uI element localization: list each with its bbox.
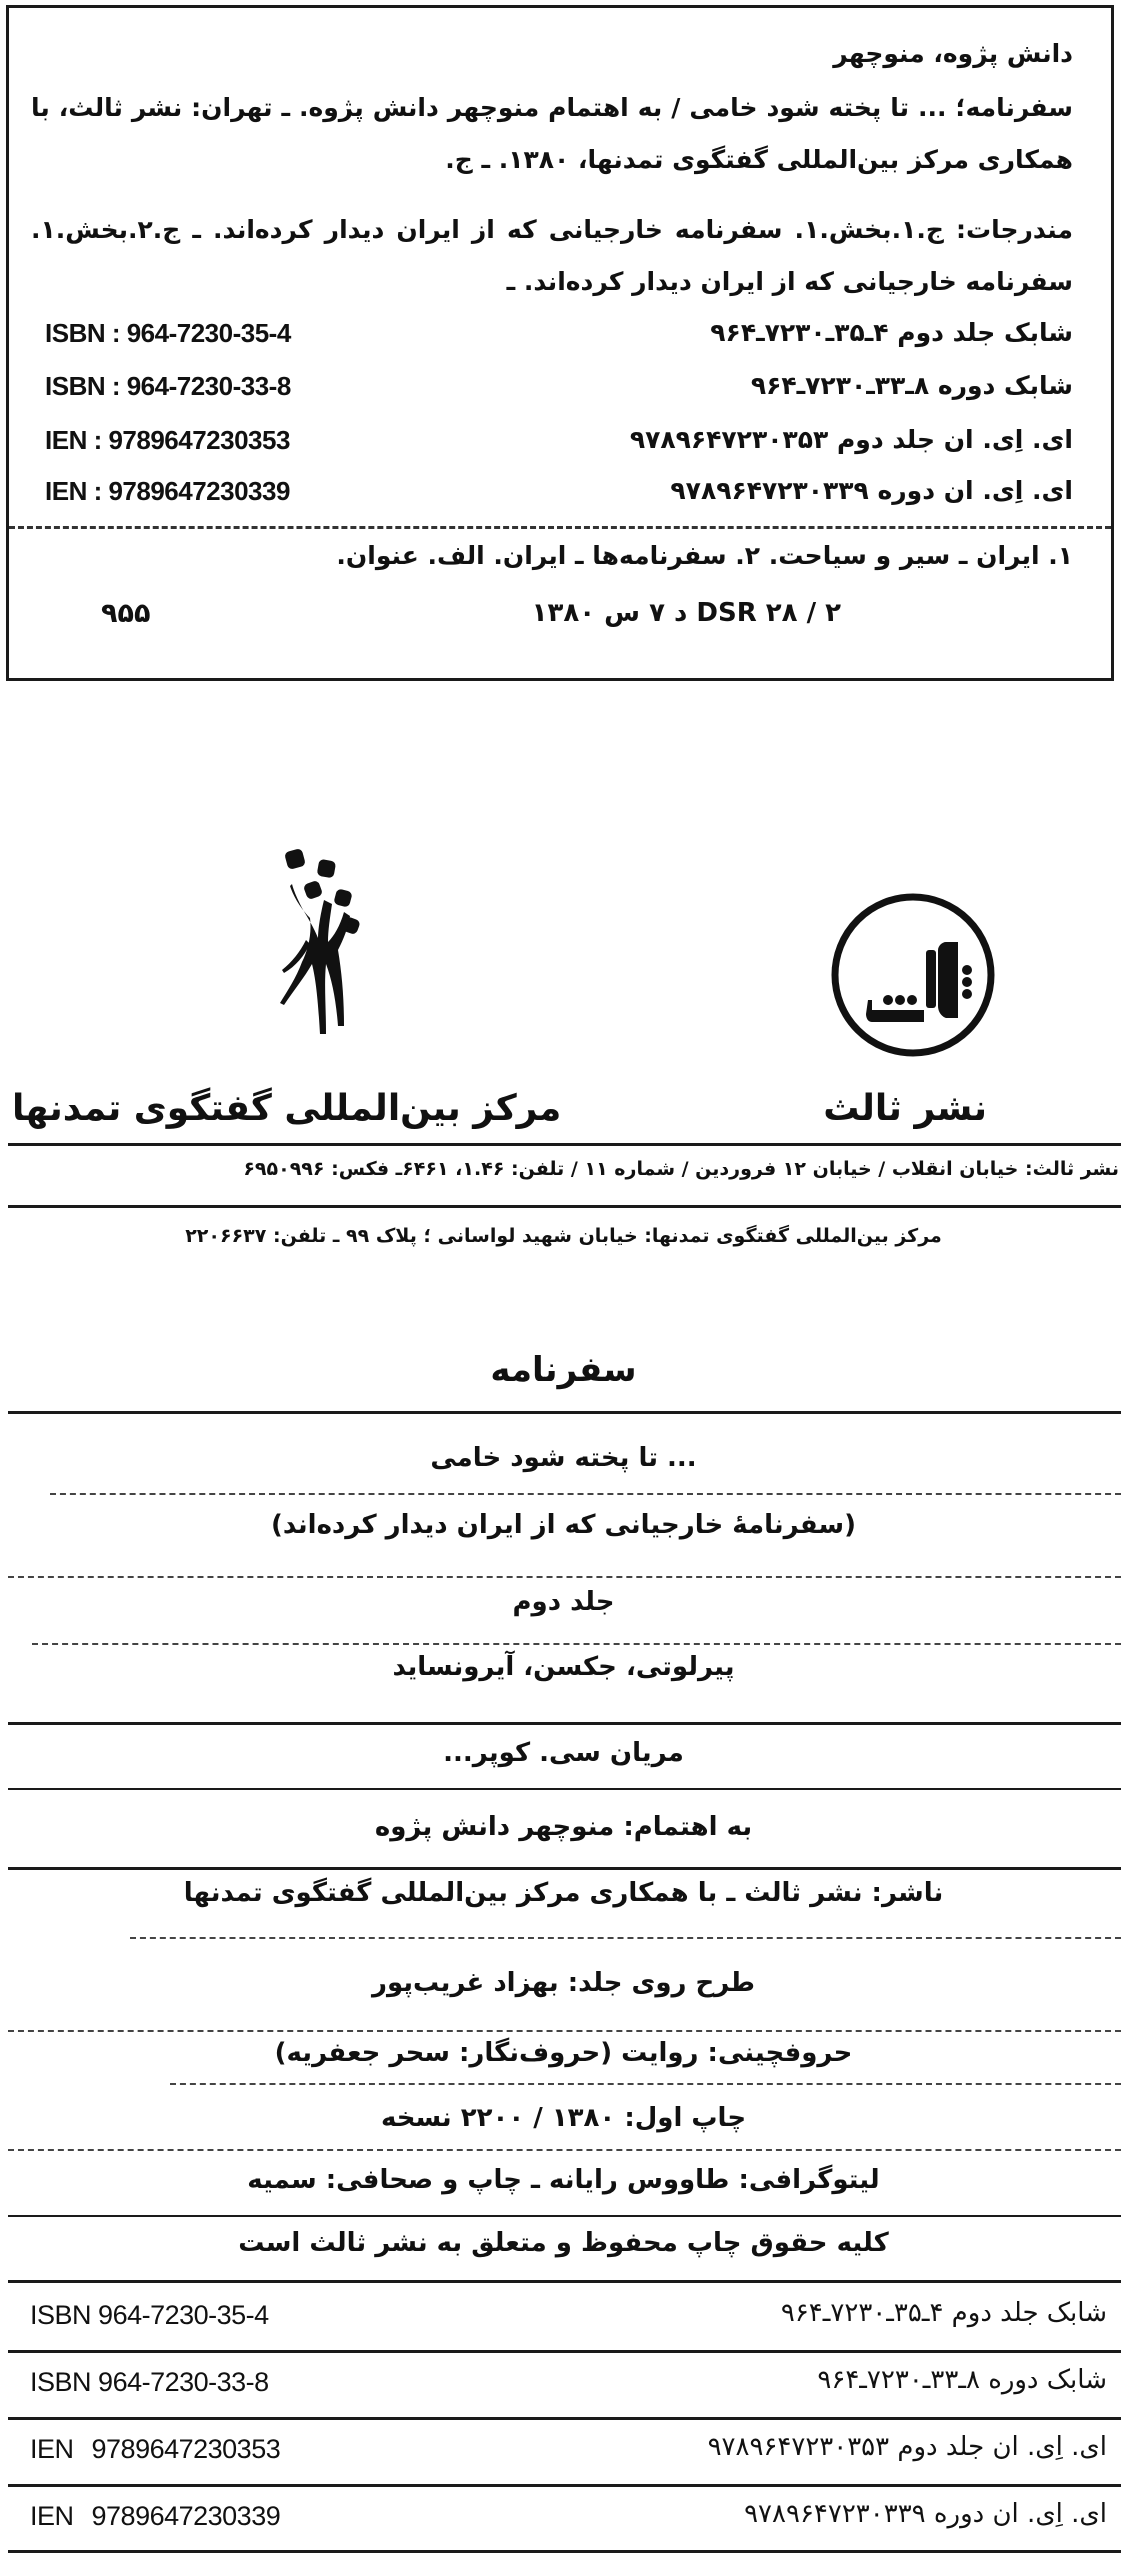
credit-divider — [8, 2149, 1121, 2151]
credit-divider — [8, 1576, 1121, 1578]
credit-cover-design: طرح روی جلد: بهزاد غریب‌پور — [372, 1968, 755, 1998]
catalog-code-fa: شابک جلد دوم ۴ـ۳۵ـ۷۲۳۰ـ۹۶۴ — [710, 318, 1073, 347]
catalog-contents-note: مندرجات: ج.۱.بخش.۱. سفرنامه خارجیانی که از ایران دیدار کرده‌اند. ـ ج.۲.بخش.۱. سفرنامه خارجیانی که از ایران دیدار کرده‌اند. ـ — [31, 215, 1073, 296]
catalog-code-en: IEN : 9789647230339 — [45, 476, 290, 506]
credit-divider — [8, 1788, 1121, 1790]
catalog-code-en: ISBN : 964-7230-35-4 — [45, 318, 291, 348]
credit-authors-2: مریان سی. کوپر... — [443, 1738, 684, 1768]
isbn-table-bottom-rule — [8, 2550, 1121, 2553]
isbn-table-row — [8, 2491, 1121, 2547]
isbn-table-row — [8, 2290, 1121, 2346]
credit-volume: جلد دوم — [512, 1587, 615, 1617]
sales-publisher-name: نشر ثالث — [823, 1088, 987, 1129]
dialogue-center-name: مرکز بین‌المللی گفتگوی تمدنها — [12, 1088, 562, 1129]
title-rule — [8, 1411, 1121, 1414]
isbn-label: IEN — [30, 2501, 74, 2531]
copyright-rule — [8, 2280, 1121, 2283]
catalog-code-en: ISBN : 964-7230-33-8 — [45, 371, 291, 401]
catalog-divider — [9, 526, 1111, 529]
dialogue-center-address: مرکز بین‌المللی گفتگوی تمدنها: خیابان شهید لواسانی ؛ پلاک ۹۹ ـ تلفن: ۲۲۰۶۶۳۷ — [185, 1225, 942, 1247]
sales-publisher-address: نشر ثالث: خیابان انقلاب / خیابان ۱۲ فروردین / شماره ۱۱ / تلفن: ۱.۴۶، ۶۴۶۱ـ فکس: ۶۹۵۰۹۹۶ — [243, 1158, 1119, 1180]
catalog-code-row — [31, 476, 1073, 516]
isbn-value: 964-7230-35-4 — [98, 2300, 269, 2330]
catalog-title-statement: سفرنامه؛ ... تا پخته شود خامی / به اهتمام منوچهر دانش پژوه. ـ تهران: نشر ثالث، با همکاری مرکز بین‌المللی گفتگوی تمدنها، ۱۳۸۰. ـ ج. — [31, 93, 1073, 174]
address-middle-rule — [8, 1205, 1121, 1208]
credit-divider — [32, 1643, 1121, 1645]
credit-divider — [8, 1867, 1121, 1870]
isbn-fa: ای. اِی. ان جلد دوم ۹۷۸۹۶۴۷۲۳۰۳۵۳ — [707, 2432, 1107, 2462]
credit-publisher: ناشر: نشر ثالث ـ با همکاری مرکز بین‌المللی گفتگوی تمدنها — [183, 1878, 944, 1908]
credit-divider — [130, 1937, 1121, 1939]
isbn-row-divider — [8, 2350, 1121, 2353]
copyright-notice: کلیه حقوق چاپ محفوظ و متعلق به نشر ثالث است — [238, 2228, 889, 2258]
cataloging-record-box — [6, 5, 1114, 681]
address-top-rule — [8, 1143, 1121, 1146]
isbn-table-row — [8, 2424, 1121, 2480]
credit-divider — [8, 1722, 1121, 1725]
catalog-code-row — [31, 318, 1073, 358]
isbn-fa: ای. اِی. ان دوره ۹۷۸۹۶۴۷۲۳۰۳۳۹ — [744, 2499, 1107, 2529]
credit-lithography: لیتوگرافی: طاووس رایانه ـ چاپ و صحافی: سمیه — [247, 2165, 880, 2195]
catalog-code-fa: شابک دوره ۸ـ۳۳ـ۷۲۳۰ـ۹۶۴ — [750, 371, 1073, 400]
credit-first-print: چاپ اول: ۱۳۸۰ / ۲۲۰۰ نسخه — [380, 2103, 747, 2133]
catalog-code-row — [31, 425, 1073, 465]
catalog-dewey-number: ۹۵۵ — [101, 598, 151, 629]
isbn-row-divider — [8, 2417, 1121, 2420]
catalog-code-fa: ای. اِی. ان دوره ۹۷۸۹۶۴۷۲۳۰۳۳۹ — [670, 476, 1073, 505]
isbn-en — [30, 2434, 280, 2465]
isbn-table-row — [8, 2357, 1121, 2413]
credit-divider — [50, 1493, 1121, 1495]
isbn-label: IEN — [30, 2434, 74, 2464]
credit-divider — [170, 2083, 1121, 2085]
isbn-label: ISBN — [30, 2300, 92, 2330]
catalog-subjects: ۱. ایران ـ سیر و سیاحت. ۲. سفرنامه‌ها ـ ایران. الف. عنوان. — [336, 541, 1073, 570]
isbn-value: 9789647230353 — [91, 2434, 281, 2464]
credit-editor: به اهتمام: منوچهر دانش پژوه — [374, 1812, 753, 1842]
catalog-author: دانش پژوه، منوچهر — [833, 39, 1073, 68]
credit-authors-1: پیرلوتی، جکسن، آیرونساید — [392, 1652, 735, 1682]
isbn-fa: شابک جلد دوم ۴ـ۳۵ـ۷۲۳۰ـ۹۶۴ — [780, 2298, 1107, 2328]
isbn-fa: شابک دوره ۸ـ۳۳ـ۷۲۳۰ـ۹۶۴ — [817, 2365, 1107, 2395]
catalog-code-fa: ای. اِی. ان جلد دوم ۹۷۸۹۶۴۷۲۳۰۳۵۳ — [629, 425, 1073, 454]
isbn-value: 9789647230339 — [91, 2501, 281, 2531]
catalog-code-en: IEN : 9789647230353 — [45, 425, 290, 455]
catalog-call-number: DSR ۲۸ / ۲ د ۷ س ۱۳۸۰ — [531, 598, 841, 628]
isbn-en — [30, 2300, 269, 2331]
isbn-value: 964-7230-33-8 — [98, 2367, 269, 2397]
book-title: سفرنامه — [490, 1350, 637, 1390]
isbn-en — [30, 2367, 269, 2398]
credit-description: (سفرنامهٔ خارجیانی که از ایران دیدار کرده‌اند) — [271, 1510, 856, 1540]
isbn-row-divider — [8, 2484, 1121, 2487]
credit-subtitle: ... تا پخته شود خامی — [430, 1443, 697, 1473]
sales-publisher-logo-icon — [828, 890, 998, 1060]
catalog-code-row — [31, 371, 1073, 411]
credit-typesetting: حروفچینی: روایت (حروف‌نگار: سحر جعفریه) — [274, 2038, 853, 2068]
isbn-label: ISBN — [30, 2367, 92, 2397]
dialogue-center-logo-icon — [262, 838, 387, 1038]
credit-divider — [8, 2030, 1121, 2032]
isbn-en — [30, 2501, 280, 2532]
credit-divider — [8, 2215, 1121, 2217]
